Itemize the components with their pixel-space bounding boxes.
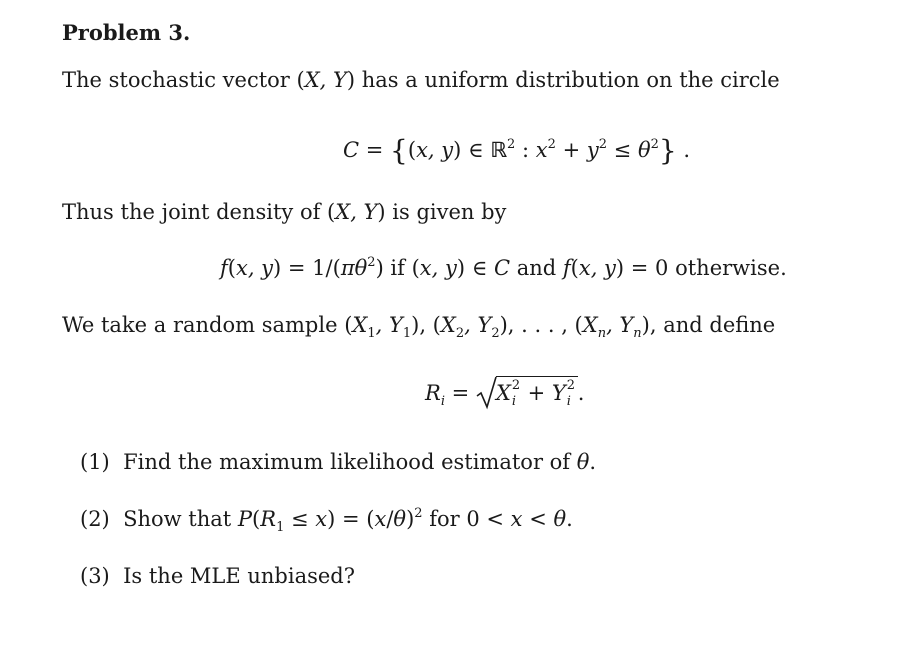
question-1: (1) Find the maximum likelihood estimator of θ. (80, 450, 597, 474)
question-number: (2) (80, 507, 110, 531)
r-equation: $R_i$ = X 2 i + Y 2 i . (425, 378, 585, 409)
intro-text: The stochastic vector (X, Y) has a uniform distribution on the circle (62, 68, 780, 92)
radical-icon (476, 376, 498, 410)
circle-equation: C = {(x, y) ∈ ℝ$^2$ : $x^2 + y^2 \le \theta^2$} . (343, 134, 691, 167)
square-root-symbol: X 2 i + Y 2 i (476, 383, 578, 404)
problem-title: Problem 3. (62, 20, 191, 45)
question-number: (1) (80, 450, 110, 474)
sample-text: We take a random sample ($X_1$, $Y_1$), ($X_2$, $Y_2$), . . . , ($X_n$, $Y_n$), and define (62, 313, 776, 341)
question-2: (2) Show that $P(R_1 \le x) = (x/\theta)^2$ for 0 < x < θ. (80, 506, 573, 535)
question-number: (3) (80, 564, 110, 588)
density-equation: f(x, $y) = 1/(\pi\theta^2)$ if (x, y) ∈ C and f(x, y) = 0 otherwise. (220, 255, 787, 280)
question-3 (80, 566, 355, 587)
density-intro: Thus the joint density of (X, Y) is given by (62, 200, 507, 224)
question-3-text: Is the MLE unbiased? (123, 564, 356, 588)
